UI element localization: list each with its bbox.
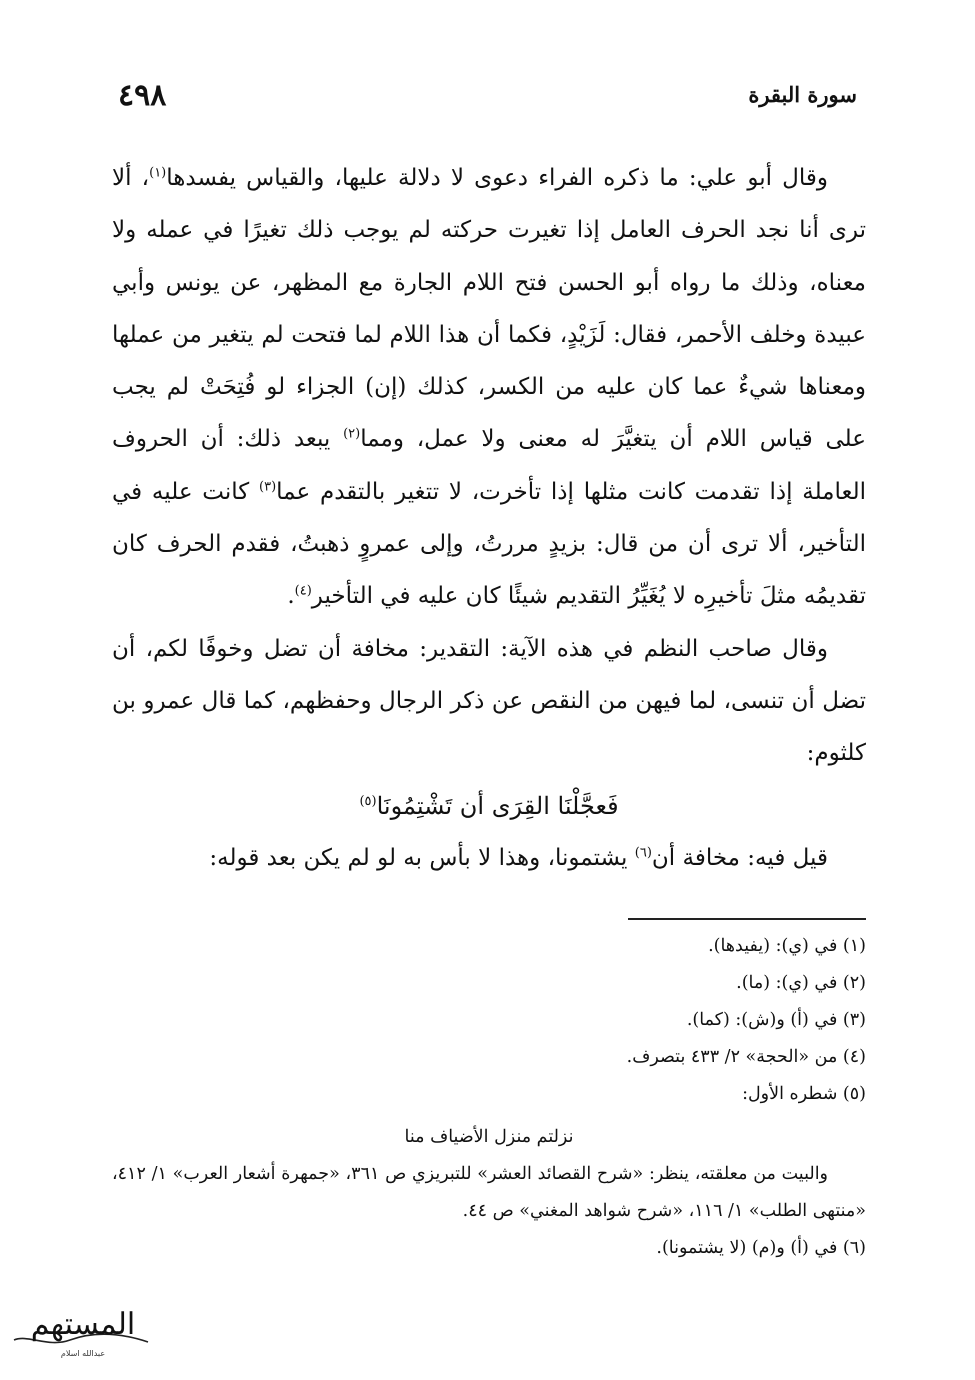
footnotes	[112, 928, 866, 1267]
footnote-marker-1: (١)	[149, 165, 167, 181]
logo-text: المستهم	[30, 1307, 136, 1342]
text-run: ، ألا ترى أنا نجد الحرف العامل إذا تغيرت حركته لم يوجب ذلك تغيرًا في عمله ولا معناه، وذلك ما رواه أبو الحسن فتح اللام الجارة مع المظهر، عن يونس وأبي عبيدة وخلف الأحمر، فقال: لَزَيْدٍ، فكما أن هذا اللام لما فتحت لم يتغير من عملها ومعناها شيءٌ عما كان عليه من الكسر، كذلك (إن) الجزاء لو فُتِحَتْ لم يجب على قياس اللام أن يتغيَّرَ له معنى ولا عمل، ومما	[112, 165, 866, 453]
footnote-2: (٢) في (ي): (ما).	[736, 973, 866, 993]
verse-text: فَعجَّلْنَا القِرَى أن تَشْتِمُونَا	[376, 791, 619, 820]
footnote-6: (٦) في (أ) و(م) (لا يشتمونا).	[656, 1238, 866, 1258]
footnote-marker-6: (٦)	[634, 845, 652, 861]
footnote-marker-2: (٢)	[343, 426, 361, 442]
text-run: كانت عليه في التأخير، ألا ترى أن من قال: بزيدٍ مررتُ، وإلى عمروٍ ذهبتُ، فقدم الحرف كان تقديمُه مثلَ تأخيرِه لا يُغَيِّرُ التقديم شيئًا كان عليه في التأخير	[112, 478, 866, 610]
publisher-logo	[8, 1296, 158, 1364]
paragraph-3	[112, 832, 866, 884]
footnote-marker-5: (٥)	[359, 793, 377, 809]
footnote-4: (٤) من «الحجة» ٢/ ٤٣٣ بتصرف.	[626, 1047, 866, 1067]
footnote-divider	[628, 918, 866, 920]
text-run: قيل فيه: مخافة أن	[651, 844, 828, 871]
surah-title: سورة البقرة	[748, 82, 857, 107]
paragraph-1	[112, 152, 866, 623]
footnote-marker-4: (٤)	[294, 583, 312, 599]
poetry-verse	[112, 780, 866, 832]
paragraph-2: وقال صاحب النظم في هذه الآية: التقدير: مخافة أن تضل وخوفًا لكم، أن تضل أن تنسى، لما فيهن من النقص عن ذكر الرجال وحفظهم، كما قال عمرو بن كلثوم:	[112, 635, 866, 767]
footnote-marker-3: (٣)	[259, 479, 277, 495]
footnote-5-source: والبيت من معلقته، ينظر: «شرح القصائد العشر» للتبريزي ص ٣٦١، «جمهرة أشعار العرب» ١/ ٤١٢، «منتهى الطلب» ١/ ١١٦، «شرح شواهد المغني» ص ٤٤.	[112, 1164, 866, 1221]
text-run: يشتمونا، وهذا لا بأس به لو لم يكن بعد قوله:	[209, 844, 635, 871]
footnote-5: (٥) شطره الأول:	[742, 1084, 866, 1104]
footnote-1: (١) في (ي): (يفيدها).	[708, 936, 866, 956]
text-run: .	[287, 583, 295, 610]
page-header	[118, 78, 857, 122]
footnote-5-verse: نزلتم منزل الأضياف منا	[404, 1127, 574, 1147]
logo-caption: عبدالله اسلام	[60, 1349, 106, 1358]
text-run: يبعد ذلك: أن الحروف العاملة إذا تقدمت كانت مثلها إذا تأخرت، لا تتغير بالتقدم عما	[112, 426, 867, 505]
footnote-3: (٣) في (أ) و(ش): (كما).	[686, 1010, 866, 1030]
page-number: ٤٩٨	[118, 78, 167, 113]
main-text	[112, 152, 866, 884]
text-run: وقال أبو علي: ما ذكره الفراء دعوى لا دلالة عليها، والقياس يفسدها	[166, 165, 828, 191]
